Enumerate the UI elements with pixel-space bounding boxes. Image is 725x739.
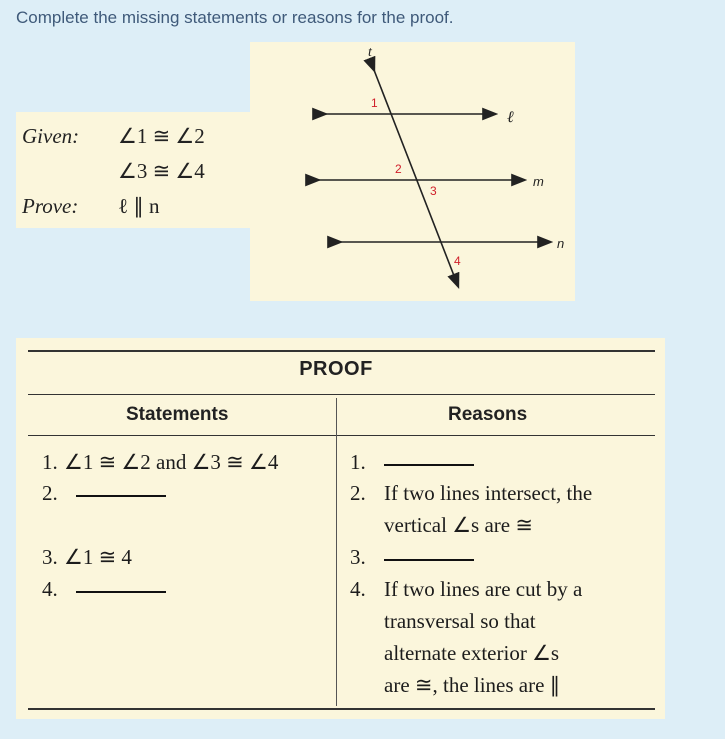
prove-statement: ℓ ∥ n xyxy=(118,194,160,218)
statement-4: 4. xyxy=(42,577,166,602)
prove-label: Prove: xyxy=(22,194,79,218)
statement-2-blank[interactable] xyxy=(76,494,166,497)
proof-top-rule xyxy=(28,350,655,352)
statement-3: 3. ∠1 ≅ 4 xyxy=(42,545,132,569)
proof-box xyxy=(16,338,665,719)
reason-1: 1. xyxy=(350,450,474,475)
reason-4: 4. If two lines are cut by a xyxy=(350,577,583,601)
reasons-header: Reasons xyxy=(448,404,528,425)
proof-bottom-rule xyxy=(28,708,655,710)
reason-1-blank[interactable] xyxy=(384,463,474,466)
given-statement-2: ∠3 ≅ ∠4 xyxy=(118,159,205,183)
label-m: m xyxy=(533,174,544,189)
reason-4-line-4: are ≅, the lines are ∥ xyxy=(384,673,561,697)
statement-2: 2. xyxy=(42,481,166,506)
statement-4-blank[interactable] xyxy=(76,590,166,593)
reason-3: 3. xyxy=(350,545,474,570)
reason-3-blank[interactable] xyxy=(384,558,474,561)
proof-title: PROOF xyxy=(299,358,373,380)
reason-2: 2. If two lines intersect, the xyxy=(350,481,593,505)
reason-4-line-3: alternate exterior ∠s xyxy=(384,641,560,665)
column-divider xyxy=(336,398,337,706)
statements-header: Statements xyxy=(126,404,229,425)
angle-label-2: 2 xyxy=(395,162,402,176)
label-t: t xyxy=(368,45,372,60)
proof-title-rule xyxy=(28,394,655,395)
proof-header-rule xyxy=(28,435,655,436)
diagram-box xyxy=(250,42,575,301)
reason-4-line-2: transversal so that xyxy=(384,609,536,633)
transversal-t xyxy=(374,70,458,286)
label-l: ℓ xyxy=(507,109,514,126)
angle-label-1: 1 xyxy=(371,96,378,110)
parallel-lines-diagram xyxy=(250,42,575,301)
given-label: Given: xyxy=(22,124,80,148)
given-statement-1: ∠1 ≅ ∠2 xyxy=(118,124,205,148)
angle-label-4: 4 xyxy=(454,254,461,268)
given-prove-box xyxy=(16,112,250,228)
label-n: n xyxy=(557,236,565,251)
reason-2-line-2: vertical ∠s are ≅ xyxy=(384,513,533,537)
statement-1: 1. ∠1 ≅ ∠2 and ∠3 ≅ ∠4 xyxy=(42,450,279,474)
angle-label-3: 3 xyxy=(430,184,437,198)
instructions: Complete the missing statements or reasons for the proof. xyxy=(16,8,454,27)
